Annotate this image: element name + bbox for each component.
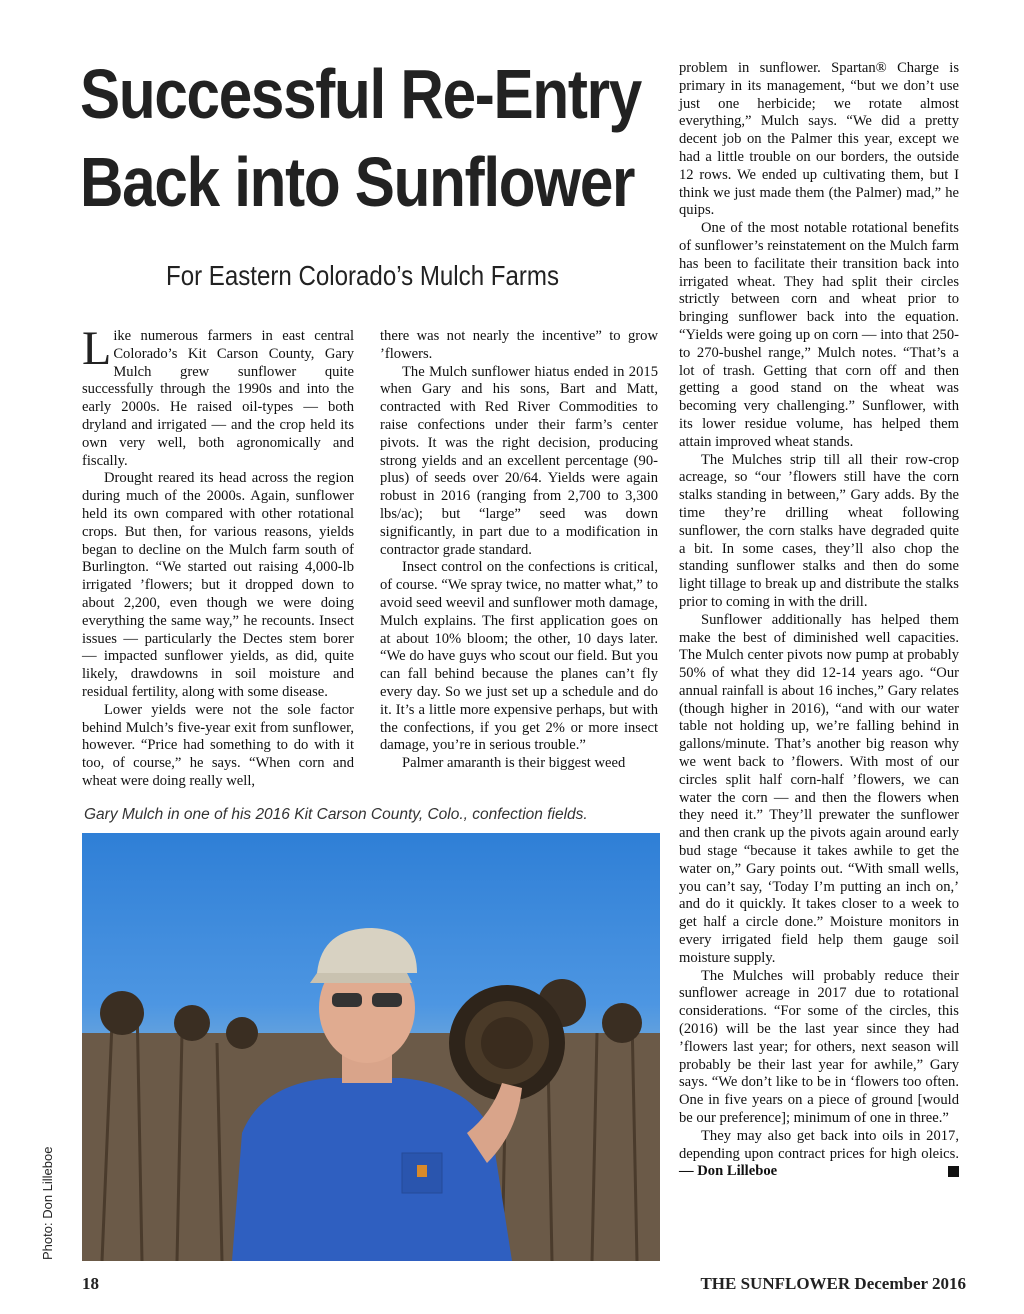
article-paragraph: The Mulches strip till all their row-crop acreage, so “our ’flowers still have the corn stalks standing in between,” Gary adds. By the time they’re drilling wheat following sunflower, the corn stalks have degraded quite a bit. In some cases, they’ll also chop the standing sunflower stalks and then do some light tillage to break up and distribute the stalks prior to coming in with the drill. — [679, 451, 959, 610]
byline: — Don Lilleboe — [679, 1163, 778, 1180]
article-paragraph: One of the most notable rotational benefits of sunflower’s reinstatement on the Mulch farm has been to facilitate their transition back into irrigated wheat. They had split their circles strictly between corn and wheat prior to bringing sunflower back into the equation. “Yields were going up on corn — into that 250- to 270-bushel range,” Mulch notes. “That’s a lot of trash. Getting that corn off and then getting a good stand on the wheat was becoming very challenging.” Sunflower, with its lower residue volume, has helped them attain improved wheat stands. — [679, 220, 959, 450]
article-paragraph: problem in sunflower. Spartan® Charge is primary in its management, “but we don’t use just one herbicide; we rotate almost everything,” Mulch says. “We did a pretty decent job on the Palmer this year, except we had a little trouble on our borders, the outside 12 rows. We ended up cultivating them, but I think we just made them (the Palmer) mad,” he quips. — [679, 60, 959, 219]
publication-footer: THE SUNFLOWER December 2016 — [700, 1274, 966, 1293]
page-number: 18 — [82, 1274, 99, 1293]
drop-cap: L — [82, 322, 112, 375]
article-column-1 — [82, 322, 354, 791]
farmer-photo — [82, 833, 660, 1261]
article-paragraph: Palmer amaranth is their biggest weed — [402, 755, 626, 772]
article-paragraph: Like numerous farmers in east central Colorado’s Kit Carson County, Gary Mulch grew sunflower quite successfully through the 1990s and into the early 2000s. He raised oil-types — both dryland and irrigated — and the crop held its own very well, both agronomically and fiscally. — [82, 322, 354, 469]
article-paragraph: Lower yields were not the sole factor behind Mulch’s five-year exit from sunflower, however. “Price had something to do with it too, of course,” he says. “When corn and wheat were doing really well, — [82, 701, 354, 789]
article-column-2 — [380, 328, 658, 773]
article-paragraph: Sunflower additionally has helped them make the best of diminished well capacities. The Mulch center pivots now pump at probably 50% of what they did 12-14 years ago. “Our annual rainfall is about 16 inches,” Gary relates (though higher in 2016), “and with our water table not holding up, we’re falling behind in gallons/minute. That’s another big reason why we went back to ’flowers. With most of our circles split half corn-half ’flowers, we can water the corn — and then the flowers when they need it.” They’ll prewater the sunflower and then crank up the pivots again around early bud stage “because it takes awhile to get the water on,” Gary points out. “With small wells, you can’t say, ‘Today I’m putting an inch on,’ and do it quickly. It takes closer to a week to get half a circle done.” Moisture monitors in every irrigated field help them gauge soil moisture supply. — [679, 611, 959, 966]
article-column-3 — [679, 60, 959, 1181]
headline — [80, 50, 641, 226]
end-mark-icon — [948, 1166, 959, 1177]
article-paragraph: The Mulch sunflower hiatus ended in 2015 when Gary and his sons, Bart and Matt, contracted with Red River Commodities to raise confections under their farm’s center pivots. It was the right decision, producing strong yields and an excellent percentage (90-plus) of seeds over 20/64. Yields were again robust in 2016 (ranging from 2,700 to 3,300 lbs/ac); but “large” seed was down significantly, in part due to a modification in contractor grade standard. — [380, 363, 658, 558]
farmer-photo-illustration — [82, 833, 660, 1261]
article-paragraph: Insect control on the confections is critical, of course. “We spray twice, no matter what,” to avoid seed weevil and sunflower moth damage, Mulch explains. The first application goes on at about 10% bloom; the other, 10 days later. “We do have guys who scout our field. But you can fall behind because the planes can’t fly every day. So we just set up a schedule and do it. It’s a little more expensive perhaps, but with the confections, if you get 2% or more insect damage, you’re in serious trouble.” — [380, 559, 658, 754]
headline-line-1: Successful Re-Entry — [80, 55, 641, 133]
article-paragraph: The Mulches will probably reduce their sunflower acreage in 2017 due to rotational considerations. “For some of the circles, this (2016) will be the last year since they had ’flowers last year; for others, next season will probably be their last year for awhile,” Gary says. “We don’t like to be in ‘flowers too often. One in five years on a piece of ground [would be our preference]; minimum of one in three.” — [679, 967, 959, 1127]
headline-line-2: Back into Sunflower — [80, 143, 635, 221]
photo-credit: Photo: Don Lilleboe — [40, 1146, 55, 1260]
subheadline: For Eastern Colorado’s Mulch Farms — [166, 260, 559, 291]
article-paragraph: there was not nearly the incentive” to grow ’flowers. — [380, 328, 658, 362]
article-paragraph: Drought reared its head across the region during much of the 2000s. Again, sunflower held its own compared with other rotational crops. But then, for various reasons, yields began to decline on the Mulch farm south of Burlington. “We started out raising 4,000-lb irrigated ’flowers; but it dropped down to about 2,200, even though we were doing everything the same way,” he recounts. Insect issues — particularly the Dectes stem borer — impacted sunflower yields, as did, quite likely, drawdowns in soil moisture and residual fertility, along with some disease. — [82, 470, 354, 700]
article-paragraph-final: They may also get back into oils in 2017, depending upon contract prices for high oleics. — Don Lilleboe — [679, 1127, 959, 1180]
photo-caption: Gary Mulch in one of his 2016 Kit Carson County, Colo., confection fields. — [84, 806, 588, 823]
